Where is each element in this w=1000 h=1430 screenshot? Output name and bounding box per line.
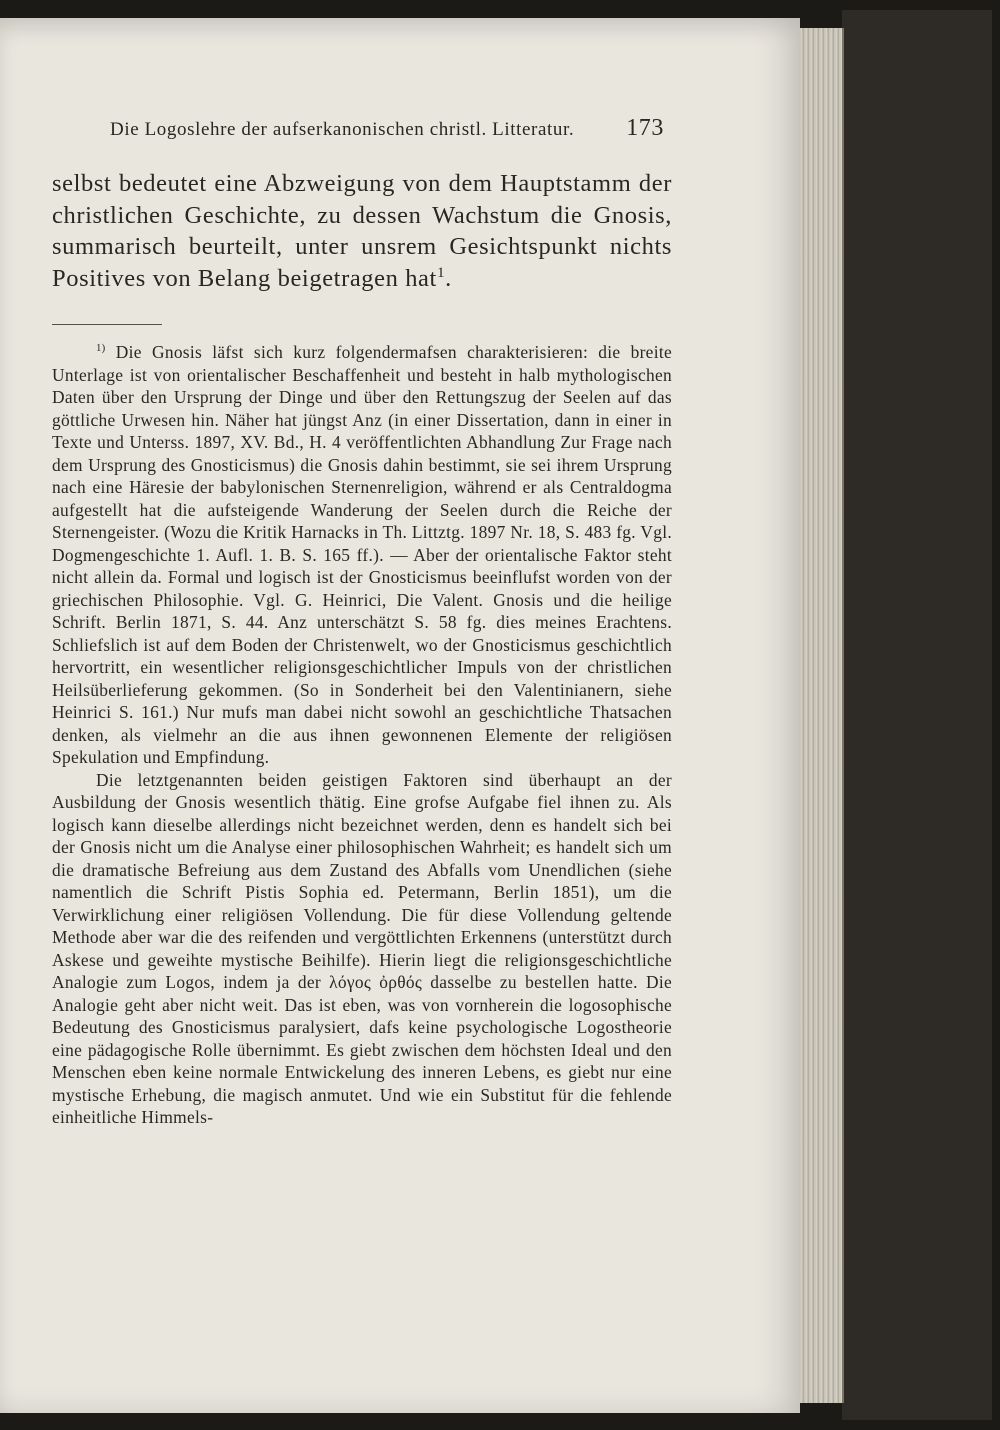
main-paragraph xyxy=(52,168,672,294)
main-text: selbst bedeutet eine Abzweigung von dem Hauptstamm der christlichen Geschichte, zu dessen Wachstum die Gnosis, summarisch beurteilt, unter unsrem Gesichtspunkt nichts Positives von Belang beigetragen hat xyxy=(52,170,672,292)
footnote-marker: 1) xyxy=(96,342,106,355)
footnote-text-2: Die letztgenannten beiden geistigen Faktoren sind überhaupt an der Ausbildung der Gnosis wesentlich thätig. Eine grofse Aufgabe fiel ihnen zu. Als logisch kann dieselbe allerdings nicht bezeichnet werden, denn es handelt sich bei der Gnosis nicht um die Analyse einer philosophischen Wahrheit; es handelt sich um die dramatische Befreiung aus dem Zustand des Abfalls vom Unendlichen (siehe namentlich die Schrift Pistis Sophia ed. Petermann, Berlin 1851), um die Verwirklichung einer religiösen Vollendung. Die für diese Vollendung geltende Methode aber war die des reifenden und vergöttlichten Erkennens (unterstützt durch Askese und geweihte mystische Beihilfe). Hierin liegt die religionsgeschichtliche Analogie zum Logos, indem ja der λόγος ὀρθός dasselbe zu bestellen hatte. Die Analogie geht aber nicht weit. Das ist eben, was von vornherein die logosophische Bedeutung des Gnosticismus paralysiert, dafs keine psychologische Logostheorie eine pädagogische Rolle übernimmt. Es giebt zwischen dem höchsten Ideal und den Menschen eben keine normale Entwickelung des inneren Lebens, es giebt nur eine mystische Erhebung, die magisch anmutet. Und wie ein Substitut für die fehlende einheitliche Himmels- xyxy=(52,769,672,1127)
page-edges xyxy=(800,28,844,1403)
footnote-text-1: Die Gnosis läfst sich kurz folgendermafsen charakterisieren: die breite Unterlage ist von orientalischer Beschaffenheit und besteht in halb mythologischen Daten über den Ursprung der Dinge und über den Rettungszug der Seelen auf das göttliche Urwesen hin. Näher hat jüngst Anz (in einer Dissertation, dann in einer in Texte und Unterss. 1897, XV. Bd., H. 4 veröffentlichten Abhandlung Zur Frage nach dem Ursprung des Gnosticismus) die Gnosis dahin bestimmt, sie sei ihrem Ursprung nach eine Häresie der babylonischen Sternenreligion, während er als Centraldogma aufgestellt hat die aufsteigende Wanderung der Seelen durch die Reiche der Sternengeister. (Wozu die Kritik Harnacks in Th. Littztg. 1897 Nr. 18, S. 483 fg. Vgl. Dogmengeschichte 1. Aufl. 1. B. S. 165 ff.). — Aber der orientalische Faktor steht nicht allein da. Formal und logisch ist der Gnosticismus beeinflufst worden von der griechischen Philosophie. Vgl. G. Heinrici, Die Valent. Gnosis und die heilige Schrift. Berlin 1871, S. 44. Anz unterschätzt S. 58 fg. dies meines Erachtens. Schliefslich ist auf dem Boden der Christenwelt, wo der Gnosticismus geschichtlich hervortritt, ein wesentlicher religionsgeschichtlicher Impuls von der christlichen Heilsüberlieferung gekommen. (So in Sonderheit bei den Valentinianern, siehe Heinrici S. 161.) Nur mufs man dabei nicht sowohl an geschichtliche Thatsachen denken, als vielmehr an die aus ihnen gewonnenen Elemente der religiösen Spekulation und Empfindung. xyxy=(52,342,672,767)
footnote-reference: 1 xyxy=(436,263,446,281)
footnote-paragraph-2 xyxy=(52,769,672,1129)
footnote-divider xyxy=(52,324,162,325)
book-cover xyxy=(842,10,992,1420)
footnote-paragraph-1 xyxy=(52,341,672,769)
main-end-punct: . xyxy=(445,264,452,292)
page-number: 173 xyxy=(626,115,664,141)
running-header xyxy=(110,115,664,142)
footnote xyxy=(52,341,672,1129)
running-title: Die Logoslehre der aufserkanonischen christl. Litteratur. xyxy=(110,119,575,140)
page-content xyxy=(52,115,672,1129)
